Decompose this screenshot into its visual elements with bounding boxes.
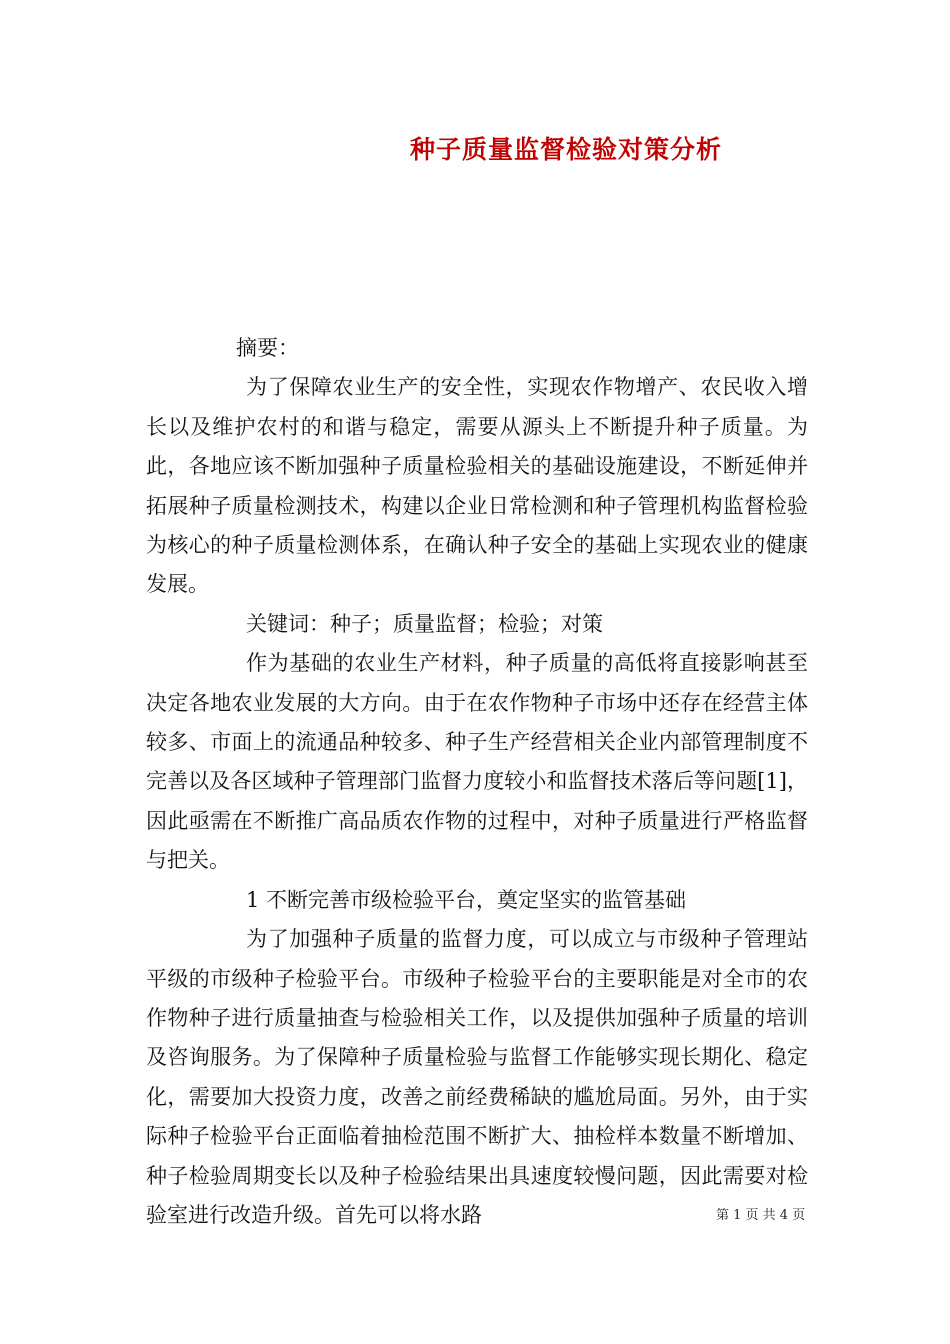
page-title: 种子质量监督检验对策分析: [410, 135, 723, 164]
section-heading-1: 1 不断完善市级检验平台，奠定坚实的监管基础: [246, 887, 687, 912]
page-footer: 第 1 页 共 4 页: [716, 1208, 806, 1223]
section-1-paragraph: 为了加强种子质量的监督力度，可以成立与市级种子管理站平级的市级种子检验平台。市级种子检验平台的主要职能是对全市的农作物种子进行质量抽查与检验相关工作，以及提供加强种子质量的培训及咨询服务。为了保障种子质量检验与监督工作能够实现长期化、稳定化，需要加大投资力度，改善之前经费稀缺的尴尬局面。另外，由于实际种子检验平台正面临着抽检范围不断扩大、抽检样本数量不断增加、种子检验周期变长以及种子检验结果出具速度较慢问题，因此需要对检验室进行改造升级。首先可以将水路: [146, 927, 808, 1227]
keywords-line: 关键词：种子；质量监督；检验；对策: [246, 611, 603, 636]
document-body: [146, 329, 808, 1235]
abstract-label: 摘要：: [236, 336, 299, 360]
intro-paragraph: 作为基础的农业生产材料，种子质量的高低将直接影响甚至决定各地农业发展的大方向。由于在农作物种子市场中还存在经营主体较多、市面上的流通品种较多、种子生产经营相关企业内部管理制度不完善以及各区域种子管理部门监督力度较小和监督技术落后等问题[1]，因此亟需在不断推广高品质农作物的过程中，对种子质量进行严格监督与把关。: [146, 651, 808, 873]
abstract-paragraph: 为了保障农业生产的安全性，实现农作物增产、农民收入增长以及维护农村的和谐与稳定，需要从源头上不断提升种子质量。为此，各地应该不断加强种子质量检验相关的基础设施建设，不断延伸并拓展种子质量检测技术，构建以企业日常检测和种子管理机构监督检验为核心的种子质量检测体系，在确认种子安全的基础上实现农业的健康发展。: [146, 375, 808, 597]
